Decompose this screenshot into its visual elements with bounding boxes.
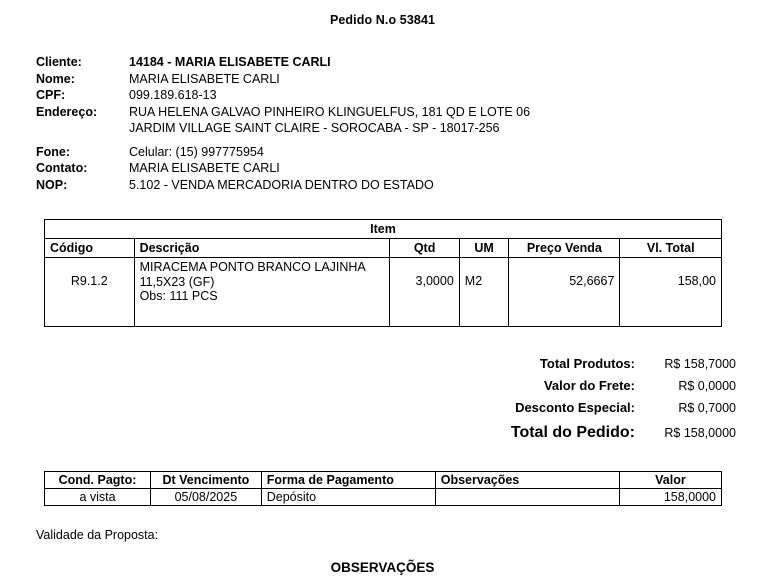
payment-header-cond-pagto: Cond. Pagto:	[45, 472, 151, 489]
payment-header-dt-vencimento: Dt Vencimento	[151, 472, 262, 489]
total-label-pedido: Total do Pedido:	[510, 424, 635, 441]
customer-value-cpf: 099.189.618-13	[129, 88, 217, 102]
payment-cell-dt-vencimento: 05/08/2025	[151, 489, 262, 506]
customer-label-endereco: Endereço:	[36, 104, 98, 119]
customer-label-nome: Nome:	[36, 71, 75, 86]
items-section-title: Item	[45, 220, 722, 239]
items-header-vl-total: Vl. Total	[620, 239, 722, 258]
total-row-desconto	[515, 397, 736, 419]
item-cell-descricao	[134, 258, 390, 327]
customer-value-contato: MARIA ELISABETE CARLI	[129, 161, 280, 175]
item-descricao-line-2: 11,5X23 (GF)	[139, 274, 215, 289]
customer-value-cliente: 14184 - MARIA ELISABETE CARLI	[129, 55, 331, 69]
payment-header-row	[45, 472, 722, 489]
item-cell-vl-total: 158,00	[620, 258, 722, 327]
customer-label-cpf: CPF:	[36, 88, 66, 102]
customer-row-nop	[36, 177, 736, 194]
customer-value-nop: 5.102 - VENDA MERCADORIA DENTRO DO ESTADO	[129, 177, 434, 192]
item-descricao-line-1: MIRACEMA PONTO BRANCO LAJINHA	[139, 260, 366, 274]
item-cell-um: M2	[459, 258, 509, 327]
table-row	[45, 258, 722, 327]
customer-row-endereco	[36, 104, 736, 121]
items-header-um: UM	[459, 239, 509, 258]
customer-label-nop: NOP:	[36, 177, 68, 192]
page-title: Pedido N.o 53841	[329, 13, 436, 27]
items-header-preco-venda: Preço Venda	[509, 239, 620, 258]
item-cell-preco-venda: 52,6667	[509, 258, 620, 327]
payment-header-observacoes: Observações	[435, 472, 619, 489]
customer-row-cpf	[36, 87, 736, 104]
payment-header-valor: Valor	[619, 472, 721, 489]
order-document-page	[0, 13, 765, 576]
items-table	[44, 219, 722, 327]
item-descricao-line-3: Obs: 111 PCS	[139, 289, 218, 303]
customer-label-contato: Contato:	[36, 161, 88, 175]
payment-cell-cond-pagto: a vista	[45, 489, 151, 506]
payment-cell-valor: 158,0000	[619, 489, 721, 506]
items-header-descricao: Descrição	[134, 239, 390, 258]
observations-title: OBSERVAÇÕES	[330, 560, 435, 575]
customer-spacer	[36, 137, 736, 144]
total-label-produtos: Total Produtos:	[539, 356, 635, 371]
customer-row-contato	[36, 160, 736, 177]
total-value-pedido: R$ 158,0000	[664, 426, 736, 440]
items-header-codigo: Código	[45, 239, 135, 258]
total-value-produtos: R$ 158,7000	[664, 357, 736, 371]
customer-row-cliente	[36, 54, 736, 71]
total-label-frete: Valor do Frete:	[543, 378, 635, 393]
payment-cell-forma-pagamento: Depósito	[261, 489, 435, 506]
customer-value-endereco: RUA HELENA GALVAO PINHEIRO KLINGUELFUS, 181 QD E LOTE 06	[129, 104, 531, 119]
payment-cell-observacoes	[435, 489, 619, 506]
total-row-pedido	[511, 422, 736, 444]
totals-block	[0, 353, 736, 444]
customer-info-block	[36, 54, 736, 193]
total-value-desconto: R$ 0,7000	[678, 401, 736, 415]
total-row-produtos	[540, 353, 736, 375]
payment-header-forma-pagamento: Forma de Pagamento	[261, 472, 435, 489]
total-row-frete	[544, 375, 736, 397]
customer-label-fone: Fone:	[36, 144, 71, 159]
item-cell-qtd: 3,0000	[390, 258, 459, 327]
items-column-header-row	[45, 239, 722, 258]
items-header-qtd: Qtd	[390, 239, 459, 258]
items-section-header-row	[45, 220, 722, 239]
payment-conditions-table	[44, 471, 722, 506]
item-descricao-lines	[140, 260, 385, 304]
validity-label: Validade da Proposta:	[36, 528, 159, 542]
customer-row-nome	[36, 71, 736, 88]
customer-row-fone	[36, 144, 736, 161]
customer-row-endereco-line2	[36, 120, 736, 137]
item-cell-codigo: R9.1.2	[45, 258, 135, 327]
total-label-desconto: Desconto Especial:	[515, 400, 635, 415]
total-value-frete: R$ 0,0000	[678, 379, 736, 393]
customer-value-endereco-line2: JARDIM VILLAGE SAINT CLAIRE - SOROCABA - SP - 18017-256	[129, 121, 500, 135]
customer-value-fone: Celular: (15) 997775954	[129, 144, 264, 159]
table-row	[45, 489, 722, 506]
customer-label-cliente: Cliente:	[36, 55, 82, 69]
customer-value-nome: MARIA ELISABETE CARLI	[129, 71, 280, 86]
